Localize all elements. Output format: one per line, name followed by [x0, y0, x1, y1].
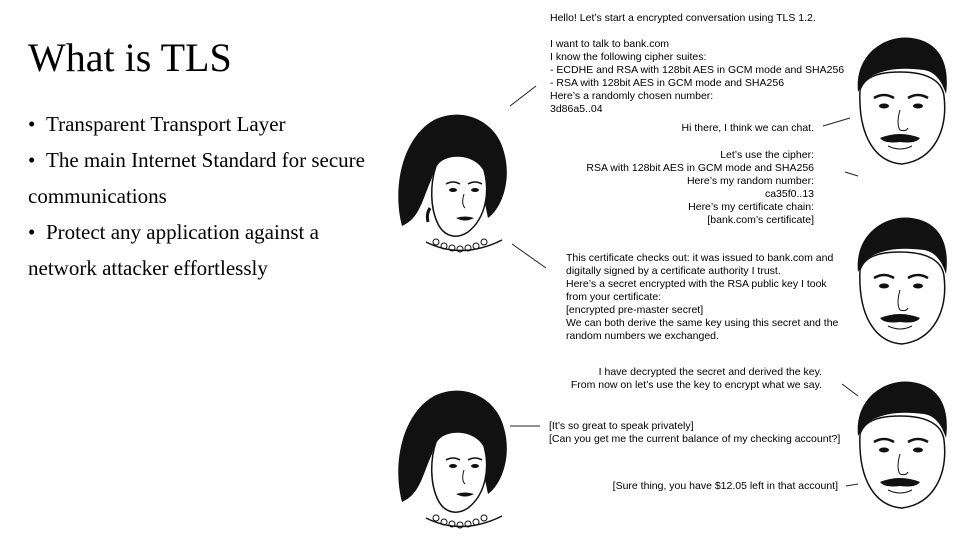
- speech-line: Here’s a secret encrypted with the RSA public key I took: [566, 278, 827, 290]
- speech-line: [It’s so great to speak privately]: [549, 420, 694, 432]
- speech-server-response: [590, 480, 838, 493]
- pointer-line: [510, 86, 536, 106]
- speech-line: [550, 25, 844, 38]
- speech-line: We can both derive the same key using this secret and the: [566, 317, 839, 329]
- speech-line: RSA with 128bit AES in GCM mode and SHA256: [586, 162, 814, 174]
- speech-line: - RSA with 128bit AES in GCM mode and SHA256: [550, 77, 785, 89]
- speech-line: [Sure thing, you have $12.05 left in that account]: [612, 480, 838, 492]
- pointer-line: [512, 244, 546, 268]
- speech-line: [bank.com’s certificate]: [707, 214, 814, 226]
- speech-server-finished: [560, 366, 822, 392]
- man-illustration: [850, 34, 952, 174]
- woman-illustration: [392, 108, 514, 256]
- speech-client-request: [549, 420, 840, 446]
- speech-line: 3d86a5..04: [550, 103, 603, 115]
- bullet-dot: •: [28, 148, 36, 172]
- speech-line: [encrypted pre-master secret]: [566, 304, 704, 316]
- speech-line: This certificate checks out: it was issued to bank.com and: [566, 252, 834, 264]
- bullet-text: Protect any application against a network attacker effortlessly: [28, 220, 319, 280]
- speech-line: Here’s my random number:: [686, 175, 814, 187]
- woman-illustration: [392, 384, 514, 532]
- speech-line: digitally signed by a certificate authority I trust.: [566, 265, 781, 277]
- speech-line: From now on let’s use the key to encrypt what we say.: [570, 379, 822, 391]
- speech-line: from your certificate:: [566, 291, 662, 303]
- man-illustration: [850, 214, 952, 354]
- speech-line: Let’s use the cipher:: [720, 149, 814, 161]
- bullet-dot: •: [28, 220, 36, 244]
- speech-server-greeting: [600, 122, 814, 135]
- speech-line: random numbers we exchanged.: [566, 330, 719, 342]
- bullet-text: Transparent Transport Layer: [46, 112, 286, 136]
- man-illustration: [850, 378, 952, 518]
- speech-line: I have decrypted the secret and derived the key.: [598, 366, 822, 378]
- pointer-line: [823, 118, 850, 126]
- bullet-text: The main Internet Standard for secure communications: [28, 148, 365, 208]
- speech-line: I want to talk to bank.com: [550, 38, 670, 50]
- speech-server-hello: [580, 149, 814, 227]
- speech-line: Hello! Let’s start a encrypted conversation using TLS 1.2.: [550, 12, 816, 24]
- speech-line: [Can you get me the current balance of my checking account?]: [549, 433, 841, 445]
- speech-line: ca35f0..13: [764, 188, 814, 200]
- speech-line: I know the following cipher suites:: [550, 51, 707, 63]
- speech-client-hello: [550, 12, 844, 116]
- speech-line: Here’s a randomly chosen number:: [550, 90, 714, 102]
- speech-line: Hi there, I think we can chat.: [681, 122, 814, 134]
- speech-line: - ECDHE and RSA with 128bit AES in GCM mode and SHA256: [550, 64, 845, 76]
- speech-client-key-exchange: [566, 252, 838, 343]
- speech-line: Here’s my certificate chain:: [688, 201, 814, 213]
- bullet-dot: •: [28, 112, 36, 136]
- slide-title: What is TLS: [28, 35, 232, 80]
